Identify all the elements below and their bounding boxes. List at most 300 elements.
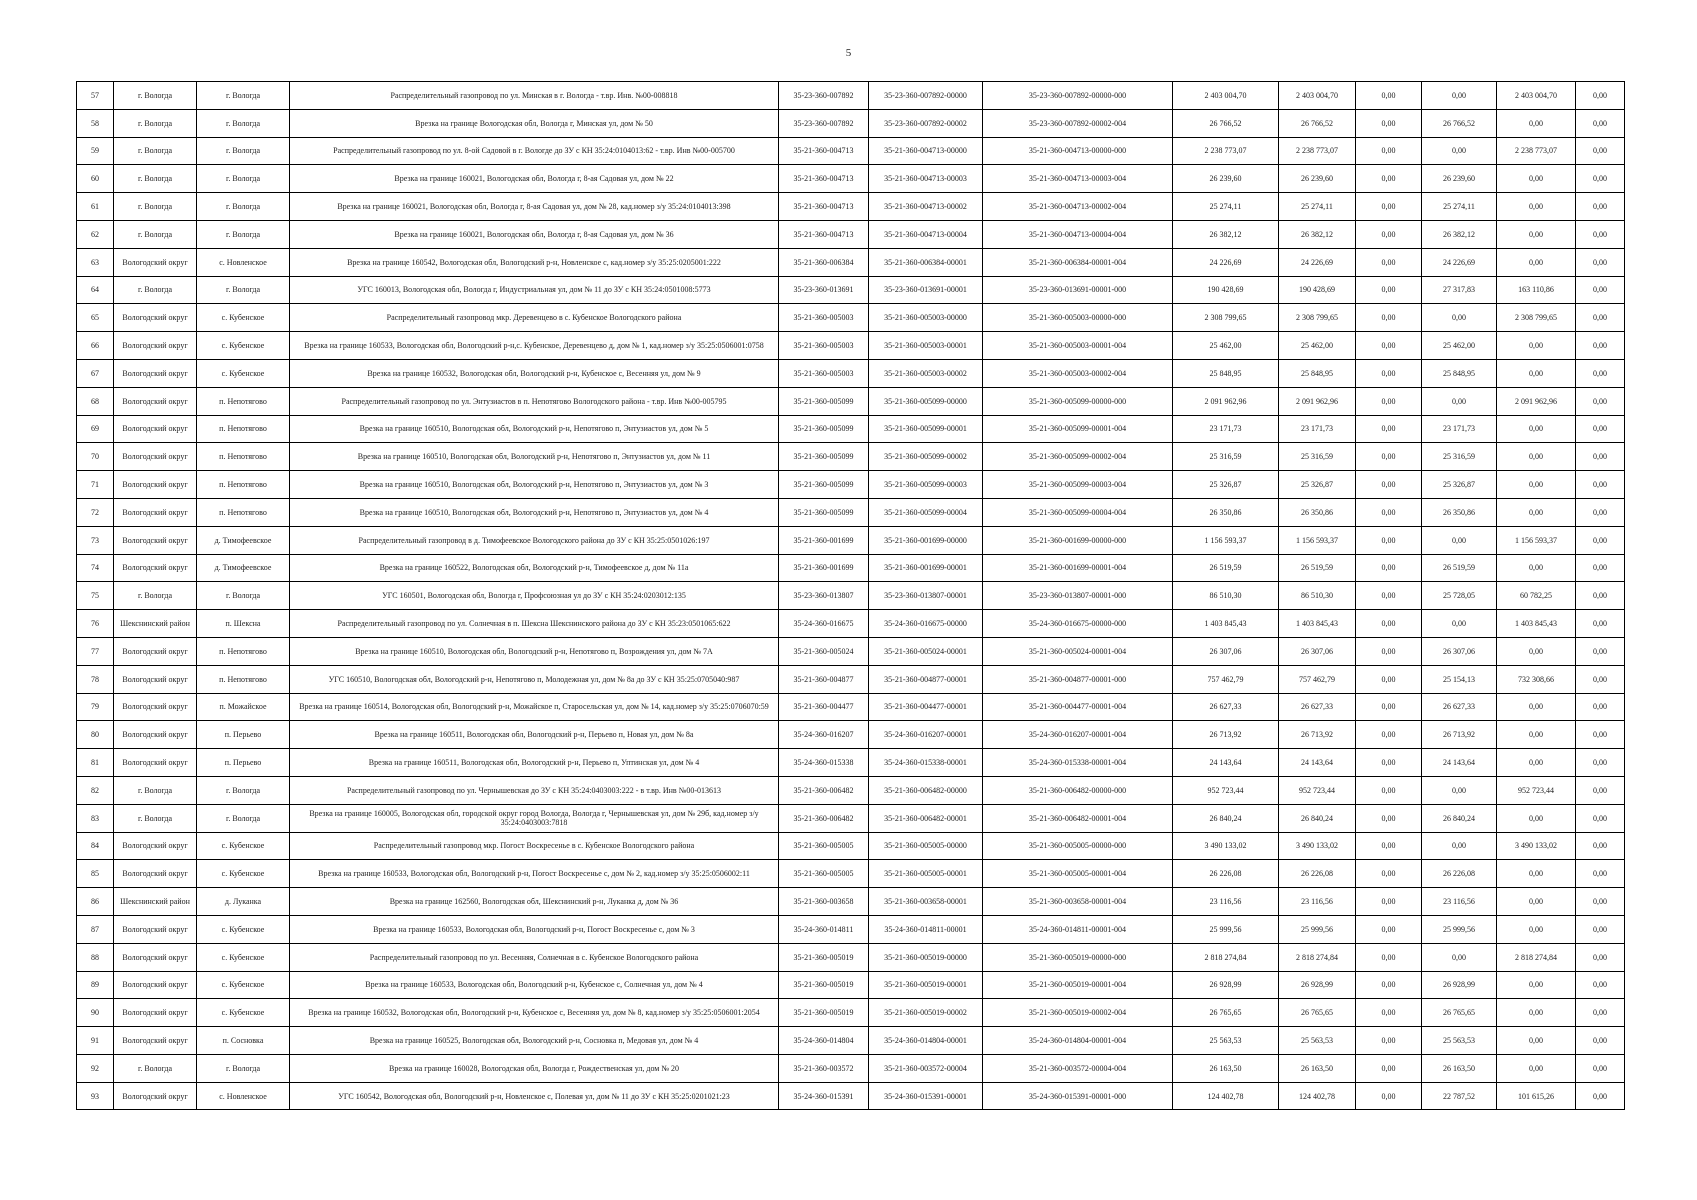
- cell-cost-total-2: 2 238 773,07: [1279, 137, 1356, 165]
- cell-code-level-3: 35-21-360-004477-00001-004: [983, 693, 1173, 721]
- cell-municipality: Вологодский округ: [114, 860, 197, 888]
- cell-value-column-b: 26 163,50: [1422, 1054, 1497, 1082]
- cell-cost-total-2: 26 766,52: [1279, 109, 1356, 137]
- cell-value-column-b: 25 154,13: [1422, 665, 1497, 693]
- cell-row-number: 84: [77, 832, 114, 860]
- cell-cost-total-2: 25 563,53: [1279, 1027, 1356, 1055]
- cell-cost-total-2: 86 510,30: [1279, 582, 1356, 610]
- cell-value-column-a: 0,00: [1356, 1054, 1422, 1082]
- cell-municipality: Шекснинский район: [114, 610, 197, 638]
- cell-object-description: Врезка на границе 160533, Вологодская обл, Вологодский р-н, Погост Воскресенье с, дом № 3: [290, 915, 779, 943]
- cell-row-number: 71: [77, 471, 114, 499]
- cell-municipality: Вологодский округ: [114, 693, 197, 721]
- cell-code-level-2: 35-24-360-015391-00001: [869, 1082, 983, 1110]
- cell-code-level-3: 35-24-360-016207-00001-004: [983, 721, 1173, 749]
- cell-value-column-d: 0,00: [1576, 1027, 1625, 1055]
- cell-value-column-a: 0,00: [1356, 137, 1422, 165]
- table-row: [77, 721, 1625, 749]
- cell-settlement: г. Вологда: [197, 109, 290, 137]
- cell-code-level-2: 35-24-360-014811-00001: [869, 915, 983, 943]
- cell-value-column-c: 0,00: [1497, 498, 1576, 526]
- cell-value-column-a: 0,00: [1356, 248, 1422, 276]
- cell-object-description: Распределительный газопровод мкр. Деревенцево в с. Кубенское Вологодского района: [290, 304, 779, 332]
- cell-code-level-1: 35-21-360-006482: [779, 776, 869, 804]
- cell-code-level-3: 35-23-360-013691-00001-000: [983, 276, 1173, 304]
- cell-cost-total-2: 1 403 845,43: [1279, 610, 1356, 638]
- cell-code-level-1: 35-24-360-016207: [779, 721, 869, 749]
- cell-cost-total: 2 238 773,07: [1173, 137, 1279, 165]
- cell-value-column-d: 0,00: [1576, 554, 1625, 582]
- cell-cost-total: 26 350,86: [1173, 498, 1279, 526]
- cell-code-level-2: 35-24-360-016207-00001: [869, 721, 983, 749]
- cell-value-column-d: 0,00: [1576, 610, 1625, 638]
- cell-cost-total: 757 462,79: [1173, 665, 1279, 693]
- cell-cost-total-2: 1 156 593,37: [1279, 526, 1356, 554]
- cell-value-column-b: 26 350,86: [1422, 498, 1497, 526]
- cell-cost-total: 26 840,24: [1173, 804, 1279, 832]
- cell-value-column-d: 0,00: [1576, 860, 1625, 888]
- cell-value-column-a: 0,00: [1356, 498, 1422, 526]
- cell-code-level-1: 35-21-360-005099: [779, 443, 869, 471]
- cell-municipality: г. Вологда: [114, 804, 197, 832]
- table-row: [77, 943, 1625, 971]
- cell-settlement: с. Кубенское: [197, 332, 290, 360]
- cell-value-column-a: 0,00: [1356, 610, 1422, 638]
- cell-value-column-b: 26 766,52: [1422, 109, 1497, 137]
- cell-code-level-1: 35-21-360-005005: [779, 832, 869, 860]
- cell-code-level-1: 35-24-360-016675: [779, 610, 869, 638]
- cell-cost-total-2: 3 490 133,02: [1279, 832, 1356, 860]
- cell-value-column-a: 0,00: [1356, 276, 1422, 304]
- cell-settlement: г. Вологда: [197, 82, 290, 110]
- cell-code-level-1: 35-21-360-005019: [779, 999, 869, 1027]
- cell-row-number: 65: [77, 304, 114, 332]
- cell-cost-total-2: 24 226,69: [1279, 248, 1356, 276]
- cell-settlement: с. Кубенское: [197, 943, 290, 971]
- cell-value-column-d: 0,00: [1576, 1054, 1625, 1082]
- cell-value-column-d: 0,00: [1576, 276, 1625, 304]
- cell-row-number: 82: [77, 776, 114, 804]
- cell-object-description: Врезка на границе 160021, Вологодская обл, Вологда г, 8-ая Садовая ул, дом № 22: [290, 165, 779, 193]
- cell-cost-total: 25 316,59: [1173, 443, 1279, 471]
- cell-row-number: 87: [77, 915, 114, 943]
- cell-code-level-2: 35-23-360-013691-00001: [869, 276, 983, 304]
- cell-value-column-b: 26 765,65: [1422, 999, 1497, 1027]
- cell-value-column-a: 0,00: [1356, 915, 1422, 943]
- cell-municipality: г. Вологда: [114, 776, 197, 804]
- cell-object-description: Врезка на границе 162560, Вологодская обл, Шекснинский р-н, Луканка д, дом № 36: [290, 888, 779, 916]
- cell-code-level-1: 35-23-360-013807: [779, 582, 869, 610]
- cell-code-level-3: 35-21-360-005024-00001-004: [983, 637, 1173, 665]
- cell-code-level-1: 35-21-360-004713: [779, 220, 869, 248]
- cell-code-level-2: 35-21-360-005005-00000: [869, 832, 983, 860]
- cell-cost-total: 2 091 962,96: [1173, 387, 1279, 415]
- cell-code-level-1: 35-21-360-005003: [779, 332, 869, 360]
- cell-row-number: 61: [77, 193, 114, 221]
- cell-cost-total: 24 226,69: [1173, 248, 1279, 276]
- cell-settlement: п. Непотягово: [197, 665, 290, 693]
- cell-municipality: Вологодский округ: [114, 915, 197, 943]
- table-row: [77, 832, 1625, 860]
- cell-value-column-b: 26 840,24: [1422, 804, 1497, 832]
- cell-object-description: Распределительный газопровод по ул. Минская в г. Вологда - т.вр. Инв. №00-008818: [290, 82, 779, 110]
- table-row: [77, 1054, 1625, 1082]
- cell-municipality: Вологодский округ: [114, 637, 197, 665]
- cell-value-column-c: 732 308,66: [1497, 665, 1576, 693]
- cell-value-column-b: 0,00: [1422, 943, 1497, 971]
- table-row: [77, 999, 1625, 1027]
- cell-settlement: п. Можайское: [197, 693, 290, 721]
- cell-code-level-2: 35-21-360-004713-00003: [869, 165, 983, 193]
- cell-value-column-c: 0,00: [1497, 804, 1576, 832]
- cell-value-column-b: 25 326,87: [1422, 471, 1497, 499]
- cell-value-column-a: 0,00: [1356, 443, 1422, 471]
- cell-object-description: Врезка на границе 160511, Вологодская обл, Вологодский р-н, Перьево п, Новая ул, дом № 8а: [290, 721, 779, 749]
- cell-value-column-b: 27 317,83: [1422, 276, 1497, 304]
- cell-object-description: Распределительный газопровод по ул. Солнечная в п. Шексна Шекснинского района до ЗУ с КН 35:23:0501065:622: [290, 610, 779, 638]
- cell-municipality: г. Вологда: [114, 109, 197, 137]
- cell-row-number: 62: [77, 220, 114, 248]
- cell-code-level-1: 35-21-360-004713: [779, 165, 869, 193]
- cell-object-description: Врезка на границе 160510, Вологодская обл, Вологодский р-н, Непотягово п, Энтузиастов ул, дом № 5: [290, 415, 779, 443]
- cell-code-level-3: 35-21-360-005019-00000-000: [983, 943, 1173, 971]
- cell-cost-total: 25 274,11: [1173, 193, 1279, 221]
- cell-cost-total: 26 766,52: [1173, 109, 1279, 137]
- cell-value-column-c: 0,00: [1497, 999, 1576, 1027]
- cell-code-level-3: 35-21-360-006482-00001-004: [983, 804, 1173, 832]
- cell-code-level-1: 35-21-360-006482: [779, 804, 869, 832]
- cell-settlement: с. Кубенское: [197, 304, 290, 332]
- cell-cost-total: 86 510,30: [1173, 582, 1279, 610]
- cell-settlement: г. Вологда: [197, 193, 290, 221]
- cell-code-level-2: 35-21-360-004713-00002: [869, 193, 983, 221]
- cell-code-level-1: 35-21-360-005003: [779, 359, 869, 387]
- cell-value-column-a: 0,00: [1356, 220, 1422, 248]
- cell-code-level-1: 35-21-360-004877: [779, 665, 869, 693]
- cell-municipality: Вологодский округ: [114, 387, 197, 415]
- cell-municipality: Вологодский округ: [114, 749, 197, 777]
- cell-municipality: г. Вологда: [114, 582, 197, 610]
- cell-value-column-b: 23 171,73: [1422, 415, 1497, 443]
- cell-value-column-d: 0,00: [1576, 359, 1625, 387]
- cell-value-column-d: 0,00: [1576, 387, 1625, 415]
- cell-code-level-2: 35-21-360-006384-00001: [869, 248, 983, 276]
- cell-municipality: Вологодский округ: [114, 971, 197, 999]
- cell-settlement: д. Луканка: [197, 888, 290, 916]
- table-row: [77, 443, 1625, 471]
- cell-code-level-2: 35-21-360-005024-00001: [869, 637, 983, 665]
- cell-code-level-3: 35-21-360-005003-00001-004: [983, 332, 1173, 360]
- cell-value-column-c: 0,00: [1497, 971, 1576, 999]
- cell-cost-total-2: 26 519,59: [1279, 554, 1356, 582]
- cell-value-column-b: 0,00: [1422, 387, 1497, 415]
- cell-value-column-c: 2 818 274,84: [1497, 943, 1576, 971]
- cell-value-column-d: 0,00: [1576, 137, 1625, 165]
- cell-value-column-c: 0,00: [1497, 1027, 1576, 1055]
- cell-object-description: Врезка на границе Вологодская обл, Вологда г, Минская ул, дом № 50: [290, 109, 779, 137]
- cell-value-column-a: 0,00: [1356, 82, 1422, 110]
- cell-cost-total: 26 163,50: [1173, 1054, 1279, 1082]
- cell-row-number: 59: [77, 137, 114, 165]
- cell-code-level-3: 35-21-360-005003-00002-004: [983, 359, 1173, 387]
- cell-value-column-c: 0,00: [1497, 359, 1576, 387]
- table-row: [77, 248, 1625, 276]
- cell-value-column-a: 0,00: [1356, 888, 1422, 916]
- cell-value-column-b: 26 713,92: [1422, 721, 1497, 749]
- table-row: [77, 109, 1625, 137]
- table-row: [77, 582, 1625, 610]
- cell-row-number: 60: [77, 165, 114, 193]
- cell-code-level-3: 35-21-360-005099-00003-004: [983, 471, 1173, 499]
- cell-code-level-1: 35-21-360-005099: [779, 415, 869, 443]
- cell-code-level-3: 35-23-360-013807-00001-000: [983, 582, 1173, 610]
- cell-settlement: п. Перьево: [197, 721, 290, 749]
- cell-settlement: п. Непотягово: [197, 498, 290, 526]
- cell-value-column-b: 0,00: [1422, 610, 1497, 638]
- cell-object-description: Врезка на границе 160510, Вологодская обл, Вологодский р-н, Непотягово п, Энтузиастов ул, дом № 3: [290, 471, 779, 499]
- cell-municipality: г. Вологда: [114, 276, 197, 304]
- cell-row-number: 89: [77, 971, 114, 999]
- table-row: [77, 276, 1625, 304]
- cell-value-column-d: 0,00: [1576, 304, 1625, 332]
- cell-code-level-3: 35-21-360-005099-00001-004: [983, 415, 1173, 443]
- table-row: [77, 693, 1625, 721]
- cell-municipality: Вологодский округ: [114, 248, 197, 276]
- cell-municipality: Вологодский округ: [114, 554, 197, 582]
- cell-code-level-1: 35-21-360-003572: [779, 1054, 869, 1082]
- cell-value-column-c: 0,00: [1497, 220, 1576, 248]
- cell-value-column-b: 25 316,59: [1422, 443, 1497, 471]
- cell-cost-total-2: 26 239,60: [1279, 165, 1356, 193]
- cell-value-column-a: 0,00: [1356, 832, 1422, 860]
- cell-cost-total-2: 25 274,11: [1279, 193, 1356, 221]
- cell-object-description: УГС 160501, Вологодская обл, Вологда г, Профсоюзная ул до ЗУ с КН 35:24:0203012:135: [290, 582, 779, 610]
- cell-cost-total: 25 462,00: [1173, 332, 1279, 360]
- cell-cost-total: 25 999,56: [1173, 915, 1279, 943]
- cell-object-description: Врезка на границе 160021, Вологодская обл, Вологда г, 8-ая Садовая ул, дом № 36: [290, 220, 779, 248]
- cell-row-number: 83: [77, 804, 114, 832]
- cell-value-column-d: 0,00: [1576, 443, 1625, 471]
- cell-value-column-a: 0,00: [1356, 637, 1422, 665]
- cell-row-number: 91: [77, 1027, 114, 1055]
- cell-code-level-2: 35-21-360-005003-00000: [869, 304, 983, 332]
- cell-code-level-3: 35-21-360-004713-00000-000: [983, 137, 1173, 165]
- cell-value-column-d: 0,00: [1576, 498, 1625, 526]
- cell-cost-total: 23 116,56: [1173, 888, 1279, 916]
- cell-value-column-a: 0,00: [1356, 332, 1422, 360]
- cell-value-column-a: 0,00: [1356, 693, 1422, 721]
- cell-object-description: Распределительный газопровод по ул. Энтузиастов в п. Непотягово Вологодского района - т.вр. Инв №00-005795: [290, 387, 779, 415]
- cell-municipality: Вологодский округ: [114, 832, 197, 860]
- cell-value-column-d: 0,00: [1576, 471, 1625, 499]
- cell-settlement: г. Вологда: [197, 220, 290, 248]
- cell-value-column-a: 0,00: [1356, 193, 1422, 221]
- table-row: [77, 665, 1625, 693]
- cell-cost-total-2: 25 848,95: [1279, 359, 1356, 387]
- cell-code-level-1: 35-21-360-005099: [779, 498, 869, 526]
- cell-cost-total-2: 757 462,79: [1279, 665, 1356, 693]
- cell-value-column-d: 0,00: [1576, 193, 1625, 221]
- cell-object-description: Врезка на границе 160532, Вологодская обл, Вологодский р-н, Кубенское с, Весенняя ул, дом № 8, кад.номер з/у 35:25:0506001:2054: [290, 999, 779, 1027]
- table-row: [77, 220, 1625, 248]
- cell-code-level-2: 35-21-360-004713-00004: [869, 220, 983, 248]
- table-row: [77, 860, 1625, 888]
- cell-code-level-2: 35-21-360-005099-00003: [869, 471, 983, 499]
- cell-municipality: Вологодский округ: [114, 1027, 197, 1055]
- cell-value-column-d: 0,00: [1576, 749, 1625, 777]
- cell-settlement: с. Кубенское: [197, 971, 290, 999]
- cell-value-column-c: 2 403 004,70: [1497, 82, 1576, 110]
- cell-cost-total: 26 226,08: [1173, 860, 1279, 888]
- cell-cost-total-2: 124 402,78: [1279, 1082, 1356, 1110]
- cell-object-description: Врезка на границе 160511, Вологодская обл, Вологодский р-н, Перьево п, Уптинская ул, дом № 4: [290, 749, 779, 777]
- cell-code-level-3: 35-21-360-004877-00001-000: [983, 665, 1173, 693]
- cell-value-column-d: 0,00: [1576, 415, 1625, 443]
- cell-code-level-3: 35-21-360-004713-00002-004: [983, 193, 1173, 221]
- cell-municipality: г. Вологда: [114, 1054, 197, 1082]
- cell-cost-total-2: 23 171,73: [1279, 415, 1356, 443]
- cell-cost-total-2: 25 999,56: [1279, 915, 1356, 943]
- cell-code-level-2: 35-23-360-007892-00000: [869, 82, 983, 110]
- cell-value-column-c: 0,00: [1497, 165, 1576, 193]
- cell-value-column-c: 0,00: [1497, 471, 1576, 499]
- cell-value-column-c: 0,00: [1497, 332, 1576, 360]
- table-row: [77, 82, 1625, 110]
- cell-value-column-c: 2 308 799,65: [1497, 304, 1576, 332]
- cell-value-column-a: 0,00: [1356, 665, 1422, 693]
- cell-value-column-b: 25 563,53: [1422, 1027, 1497, 1055]
- cell-cost-total: 25 326,87: [1173, 471, 1279, 499]
- cell-cost-total-2: 23 116,56: [1279, 888, 1356, 916]
- cell-cost-total-2: 26 350,86: [1279, 498, 1356, 526]
- cell-code-level-3: 35-21-360-004713-00003-004: [983, 165, 1173, 193]
- cell-row-number: 77: [77, 637, 114, 665]
- cell-code-level-3: 35-21-360-005005-00000-000: [983, 832, 1173, 860]
- table-row: [77, 749, 1625, 777]
- cell-settlement: г. Вологда: [197, 776, 290, 804]
- cell-code-level-3: 35-24-360-015338-00001-004: [983, 749, 1173, 777]
- table-row: [77, 193, 1625, 221]
- table-row: [77, 915, 1625, 943]
- table-row: [77, 526, 1625, 554]
- cell-value-column-b: 0,00: [1422, 137, 1497, 165]
- cell-object-description: Врезка на границе 160021, Вологодская обл, Вологда г, 8-ая Садовая ул, дом № 28, кад.номер з/у 35:24:0104013:398: [290, 193, 779, 221]
- cell-row-number: 90: [77, 999, 114, 1027]
- cell-code-level-1: 35-23-360-007892: [779, 109, 869, 137]
- cell-row-number: 64: [77, 276, 114, 304]
- cell-value-column-c: 0,00: [1497, 193, 1576, 221]
- cell-cost-total: 26 765,65: [1173, 999, 1279, 1027]
- cell-code-level-2: 35-21-360-005099-00001: [869, 415, 983, 443]
- cell-value-column-a: 0,00: [1356, 776, 1422, 804]
- cell-row-number: 72: [77, 498, 114, 526]
- cell-value-column-b: 26 627,33: [1422, 693, 1497, 721]
- cell-cost-total: 23 171,73: [1173, 415, 1279, 443]
- cell-cost-total: 3 490 133,02: [1173, 832, 1279, 860]
- cell-cost-total: 1 403 845,43: [1173, 610, 1279, 638]
- cell-value-column-d: 0,00: [1576, 1082, 1625, 1110]
- table-row: [77, 1082, 1625, 1110]
- cell-municipality: Вологодский округ: [114, 498, 197, 526]
- cell-object-description: Врезка на границе 160533, Вологодская обл, Вологодский р-н, Погост Воскресенье с, дом № 2, кад.номер з/у 35:25:0506002:11: [290, 860, 779, 888]
- cell-value-column-b: 25 728,05: [1422, 582, 1497, 610]
- table-row: [77, 332, 1625, 360]
- cell-code-level-1: 35-21-360-005003: [779, 304, 869, 332]
- cell-value-column-a: 0,00: [1356, 304, 1422, 332]
- table-row: [77, 415, 1625, 443]
- cell-code-level-2: 35-21-360-006482-00001: [869, 804, 983, 832]
- cell-value-column-a: 0,00: [1356, 999, 1422, 1027]
- cell-cost-total: 2 403 004,70: [1173, 82, 1279, 110]
- cell-code-level-3: 35-21-360-001699-00001-004: [983, 554, 1173, 582]
- cell-code-level-3: 35-21-360-006482-00000-000: [983, 776, 1173, 804]
- cell-settlement: г. Вологда: [197, 276, 290, 304]
- table-row: [77, 888, 1625, 916]
- cell-code-level-1: 35-23-360-013691: [779, 276, 869, 304]
- cell-code-level-3: 35-23-360-007892-00000-000: [983, 82, 1173, 110]
- table-row: [77, 776, 1625, 804]
- cell-cost-total: 26 239,60: [1173, 165, 1279, 193]
- table-row: [77, 1027, 1625, 1055]
- cell-code-level-1: 35-24-360-014804: [779, 1027, 869, 1055]
- cell-value-column-b: 23 116,56: [1422, 888, 1497, 916]
- cell-settlement: п. Непотягово: [197, 387, 290, 415]
- cell-code-level-1: 35-24-360-014811: [779, 915, 869, 943]
- cell-value-column-c: 0,00: [1497, 888, 1576, 916]
- cell-value-column-b: 0,00: [1422, 776, 1497, 804]
- cell-value-column-c: 0,00: [1497, 415, 1576, 443]
- cell-settlement: г. Вологда: [197, 165, 290, 193]
- cell-cost-total-2: 26 627,33: [1279, 693, 1356, 721]
- cell-value-column-a: 0,00: [1356, 387, 1422, 415]
- cell-cost-total-2: 26 307,06: [1279, 637, 1356, 665]
- cell-municipality: Вологодский округ: [114, 359, 197, 387]
- cell-cost-total-2: 26 765,65: [1279, 999, 1356, 1027]
- cell-code-level-1: 35-21-360-006384: [779, 248, 869, 276]
- cell-row-number: 81: [77, 749, 114, 777]
- cell-code-level-1: 35-21-360-001699: [779, 554, 869, 582]
- cell-settlement: с. Новленское: [197, 1082, 290, 1110]
- cell-cost-total: 2 308 799,65: [1173, 304, 1279, 332]
- cell-municipality: Вологодский округ: [114, 943, 197, 971]
- cell-value-column-c: 0,00: [1497, 248, 1576, 276]
- cell-row-number: 88: [77, 943, 114, 971]
- cell-municipality: Вологодский округ: [114, 999, 197, 1027]
- cell-value-column-b: 26 519,59: [1422, 554, 1497, 582]
- cell-row-number: 69: [77, 415, 114, 443]
- cell-object-description: Врезка на границе 160005, Вологодская обл, городской округ город Вологда, Вологда г, Чернышевская ул, дом № 29б, кад.номер з/у 35:24:0403003:7818: [290, 804, 779, 832]
- cell-value-column-d: 0,00: [1576, 721, 1625, 749]
- cell-value-column-a: 0,00: [1356, 749, 1422, 777]
- cell-code-level-3: 35-21-360-003572-00004-004: [983, 1054, 1173, 1082]
- cell-municipality: Вологодский округ: [114, 304, 197, 332]
- cell-object-description: Врезка на границе 160542, Вологодская обл, Вологодский р-н, Новленское с, кад.номер з/у 35:25:0205001:222: [290, 248, 779, 276]
- cell-value-column-b: 22 787,52: [1422, 1082, 1497, 1110]
- cell-code-level-2: 35-23-360-007892-00002: [869, 109, 983, 137]
- cell-cost-total: 26 713,92: [1173, 721, 1279, 749]
- table-row: [77, 637, 1625, 665]
- cell-code-level-3: 35-21-360-005005-00001-004: [983, 860, 1173, 888]
- cell-object-description: Врезка на границе 160522, Вологодская обл, Вологодский р-н, Тимофеевское д, дом № 11а: [290, 554, 779, 582]
- cell-object-description: Врезка на границе 160510, Вологодская обл, Вологодский р-н, Непотягово п, Возрождения ул, дом № 7А: [290, 637, 779, 665]
- cell-code-level-1: 35-21-360-001699: [779, 526, 869, 554]
- cell-value-column-d: 0,00: [1576, 332, 1625, 360]
- cell-settlement: д. Тимофеевское: [197, 526, 290, 554]
- cell-cost-total: 952 723,44: [1173, 776, 1279, 804]
- cell-code-level-1: 35-24-360-015338: [779, 749, 869, 777]
- cell-code-level-1: 35-21-360-004713: [779, 137, 869, 165]
- cell-value-column-a: 0,00: [1356, 109, 1422, 137]
